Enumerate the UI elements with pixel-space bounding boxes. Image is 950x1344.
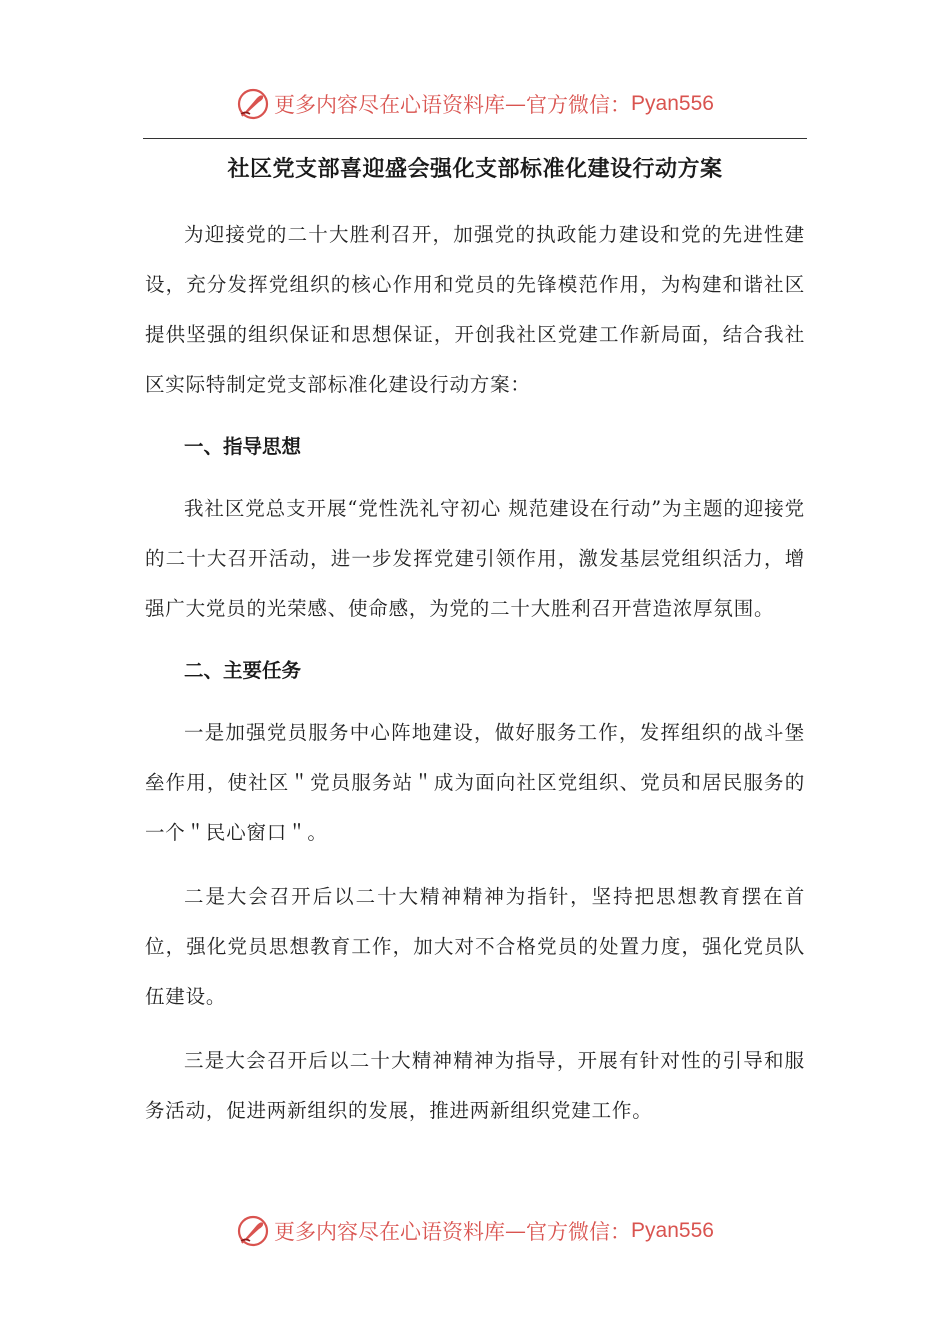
banner-label: 官方微信： [526, 93, 632, 117]
section-paragraph: 三是大会召开后以二十大精神精神为指导，开展有针对性的引导和服务活动，促进两新组织的发展，推进两新组织党建工作。 [145, 1049, 805, 1122]
banner-label: 官方微信： [526, 1220, 632, 1244]
header-divider [143, 138, 807, 139]
document-body [145, 210, 805, 1136]
section-heading-guiding-ideology: 一、指导思想 [184, 435, 302, 458]
banner-separator: — [505, 92, 527, 116]
section-paragraph: 一是加强党员服务中心阵地建设，做好服务工作，发挥组织的战斗堡垒作用，使社区＂党员服务站＂成为面向社区党组织、党员和居民服务的一个＂民心窗口＂。 [145, 721, 805, 844]
section-paragraph: 我社区党总支开展“党性洗礼守初心 规范建设在行动”为主题的迎接党的二十大召开活动，进一步发挥党建引领作用，激发基层党组织活力，增强广大党员的光荣感、使命感，为党的二十大胜利召开营造浓厚氛围。 [145, 497, 805, 620]
footer-banner [0, 1211, 950, 1251]
banner-separator: — [505, 1219, 527, 1243]
quill-pen-logo-icon [236, 1214, 270, 1248]
intro-paragraph: 为迎接党的二十大胜利召开，加强党的执政能力建设和党的先进性建设，充分发挥党组织的核心作用和党员的先锋模范作用，为构建和谐社区提供坚强的组织保证和思想保证，开创我社区党建工作新局面，结合我社区实际特制定党支部标准化建设行动方案： [145, 223, 805, 396]
section-heading-main-tasks: 二、主要任务 [184, 659, 302, 682]
banner-text: 更多内容尽在心语资料库 [274, 93, 506, 117]
banner-wechat-id: Pyan556 [631, 92, 714, 115]
banner-wechat-id: Pyan556 [631, 1219, 714, 1242]
banner-text: 更多内容尽在心语资料库 [274, 1220, 506, 1244]
quill-pen-logo-icon [236, 87, 270, 121]
document-title: 社区党支部喜迎盛会强化支部标准化建设行动方案 [227, 156, 723, 182]
header-banner [0, 84, 950, 124]
section-paragraph: 二是大会召开后以二十大精神精神为指针，坚持把思想教育摆在首位，强化党员思想教育工作，加大对不合格党员的处置力度，强化党员队伍建设。 [145, 885, 805, 1008]
